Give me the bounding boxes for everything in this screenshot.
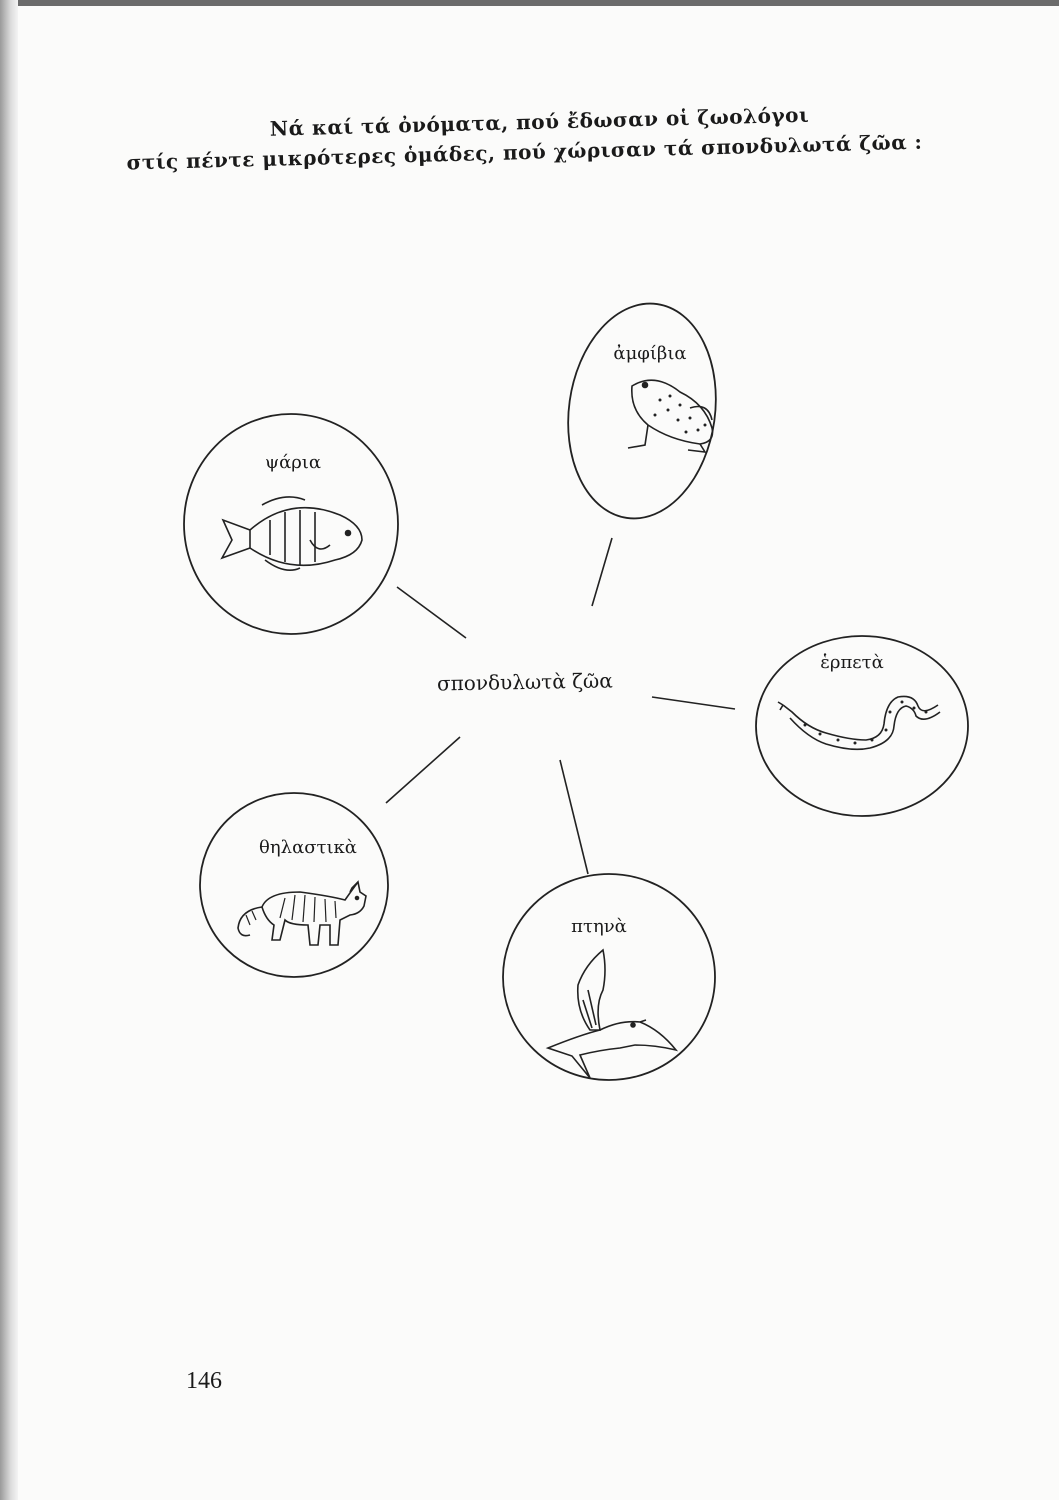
- connector-fish: [397, 587, 466, 638]
- group-label-fish: ψάρια: [264, 452, 322, 473]
- header-line-1: Νά καί τά ὀνόματα, πού ἔδωσαν οἱ ζωολόγοι: [269, 102, 810, 141]
- header-line-2: στίς πέντε μικρότερες ὁμάδες, πού χώρισαν τά σπονδυλωτά ζῶα :: [126, 129, 923, 175]
- center-label: σπονδυλωτὰ ζῶα: [436, 668, 613, 696]
- fish-icon: [222, 497, 362, 570]
- frog-icon: [628, 380, 713, 452]
- page-number: 146: [186, 1368, 222, 1394]
- group-label-birds: πτηνὰ: [571, 916, 627, 937]
- bird-icon: [548, 950, 676, 1078]
- cat-icon: [238, 882, 366, 945]
- connector-mammals: [386, 737, 460, 803]
- connector-birds: [560, 760, 588, 874]
- connector-reptiles: [652, 697, 735, 709]
- group-label-mammals: θηλαστικὰ: [259, 837, 357, 858]
- circle-mammals: [200, 793, 388, 977]
- group-label-reptiles: ἑρπετὰ: [820, 652, 884, 673]
- snake-icon: [778, 696, 940, 749]
- circle-fish: [184, 414, 398, 634]
- connector-amphibians: [592, 538, 612, 606]
- group-label-amphibians: ἀμφίβια: [613, 343, 687, 364]
